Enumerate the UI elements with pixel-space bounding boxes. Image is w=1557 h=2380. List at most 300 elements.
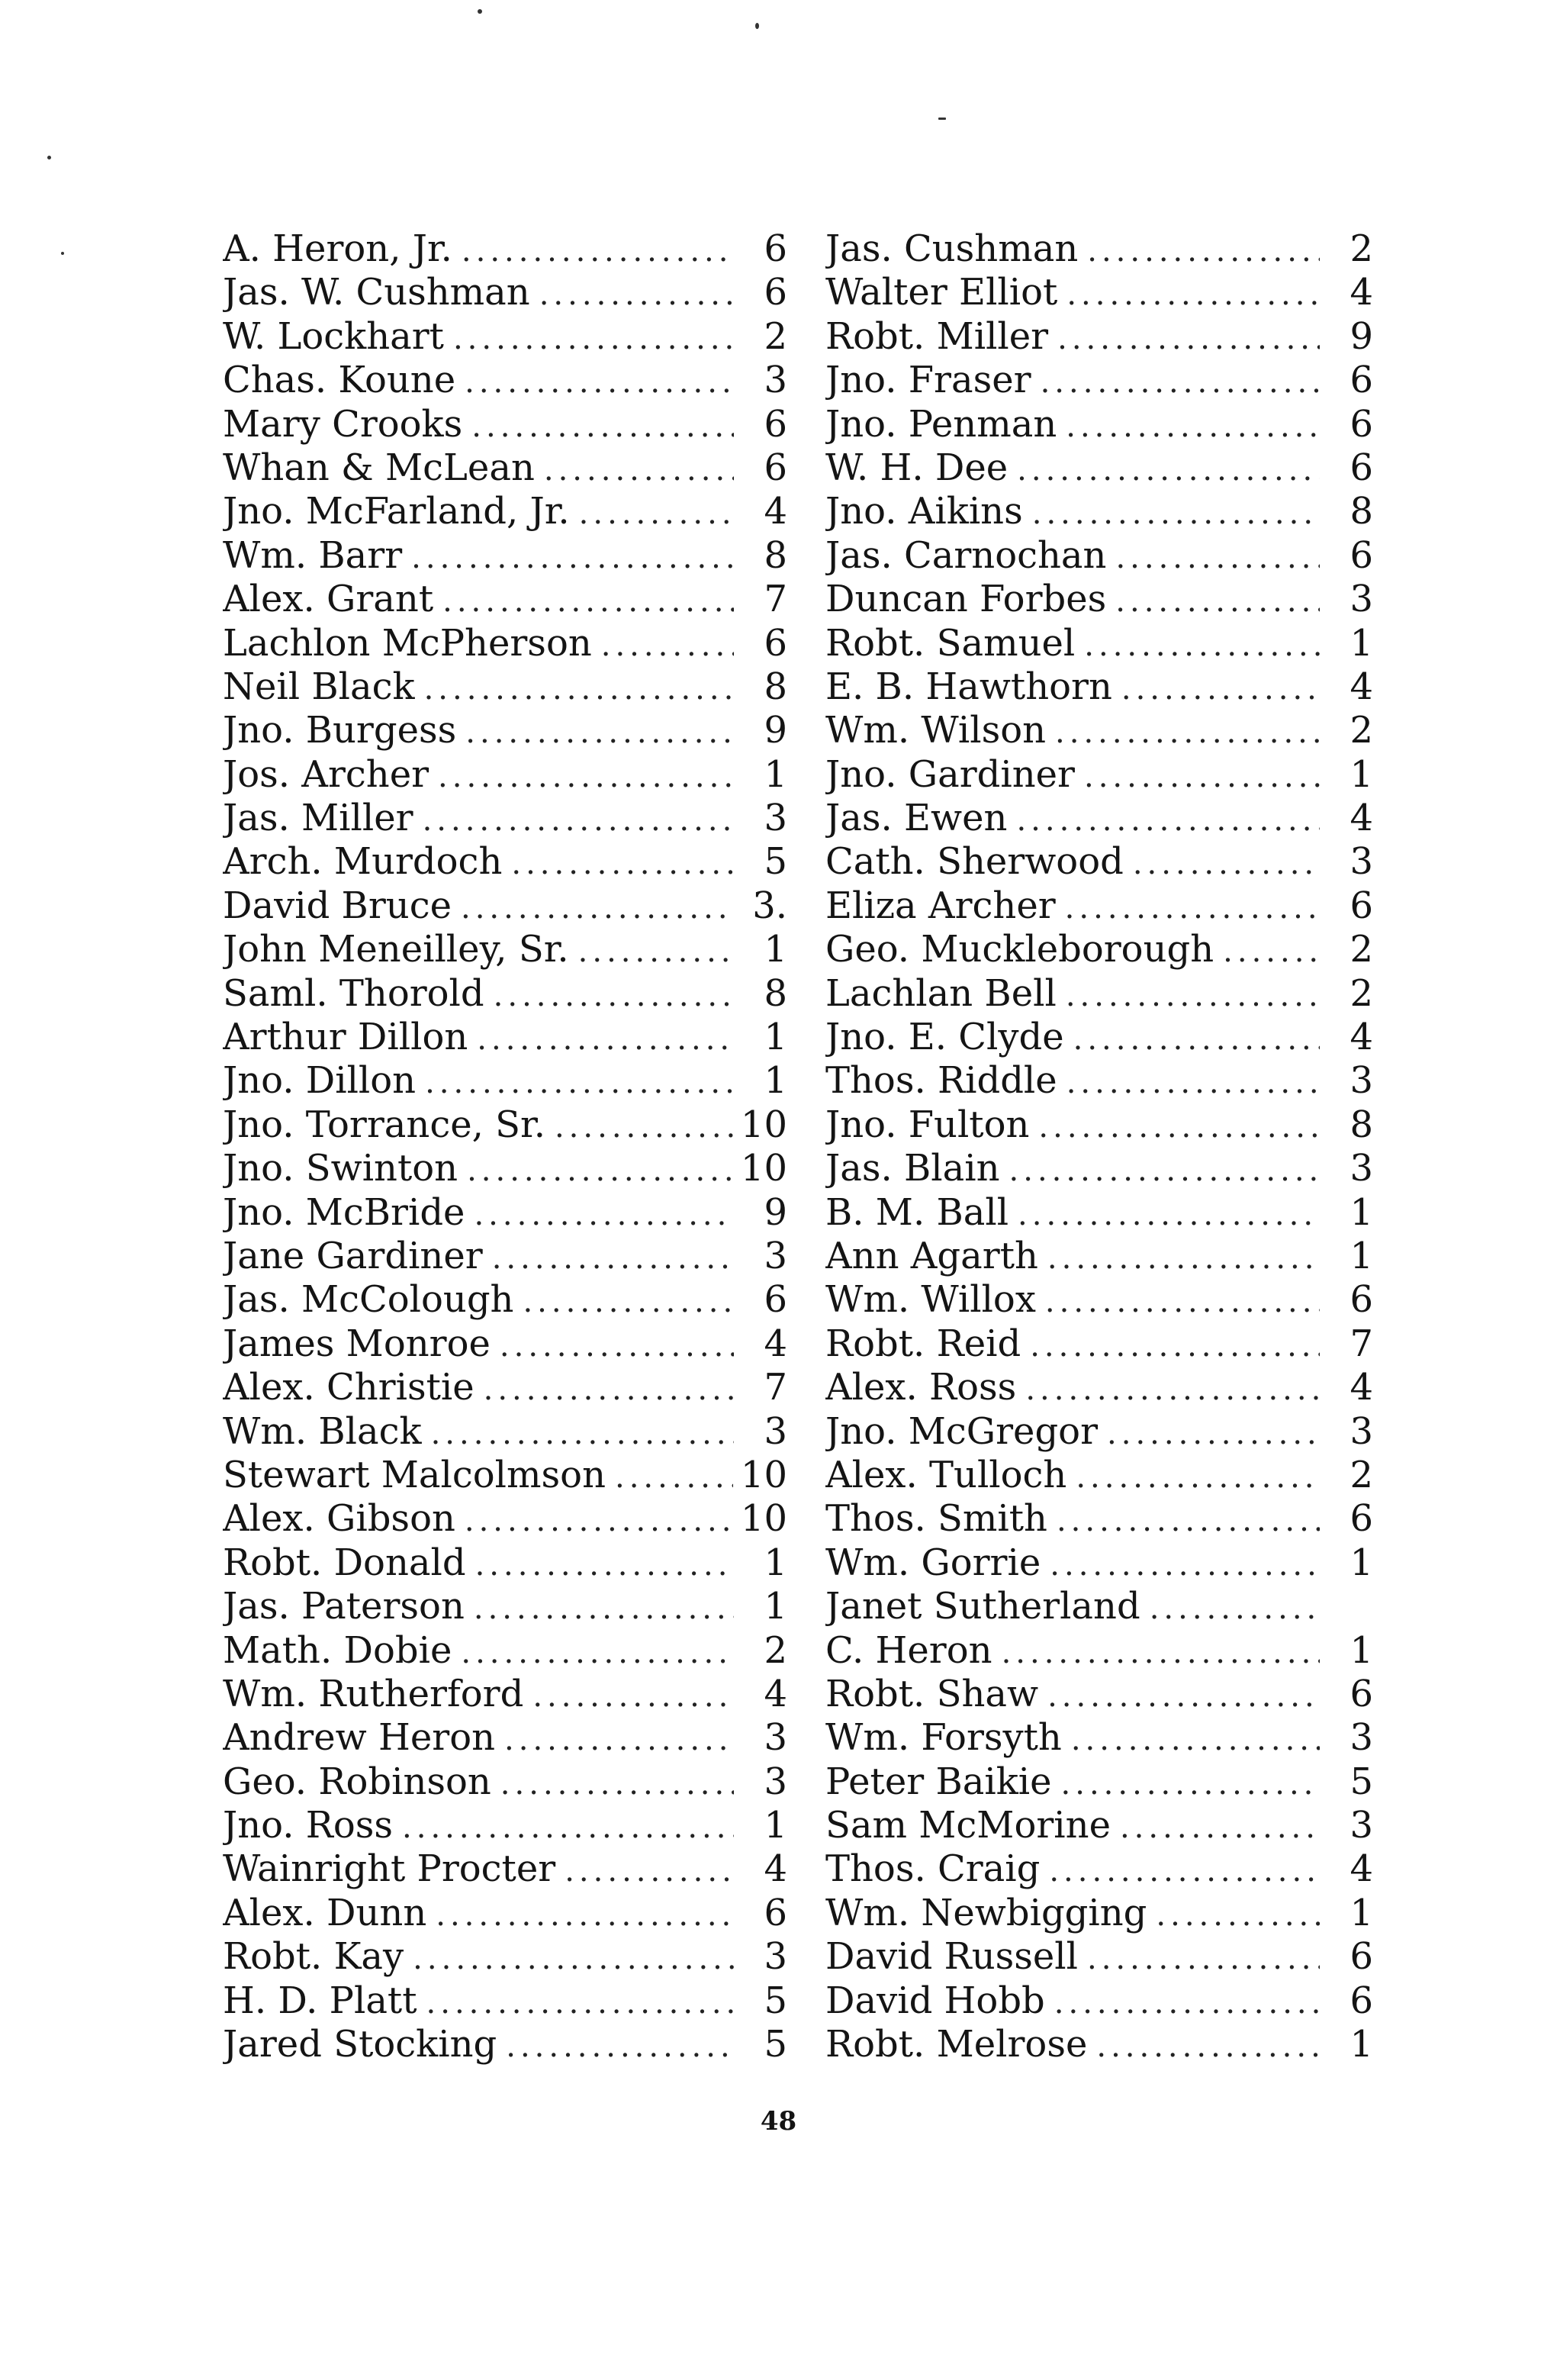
entry-name: Thos. Riddle bbox=[825, 1059, 1057, 1103]
dot-leader bbox=[1047, 1675, 1320, 1716]
list-item bbox=[223, 709, 787, 752]
entry-count: 3. bbox=[752, 884, 787, 927]
dot-leader bbox=[425, 1061, 734, 1103]
list-item bbox=[223, 578, 787, 621]
dot-leader bbox=[474, 1193, 734, 1235]
entry-count: 4 bbox=[764, 490, 787, 533]
entry-name: Eliza Archer bbox=[825, 884, 1056, 927]
list-item bbox=[825, 1410, 1373, 1454]
list-item bbox=[825, 2023, 1373, 2066]
entry-count: 6 bbox=[764, 621, 787, 665]
list-item bbox=[223, 1103, 787, 1147]
list-item bbox=[825, 227, 1373, 271]
list-item bbox=[223, 227, 787, 271]
entry-count: 1 bbox=[1350, 752, 1373, 796]
entry-name: W. H. Dee bbox=[825, 446, 1009, 489]
dot-leader bbox=[555, 1106, 733, 1147]
dot-leader bbox=[1038, 1106, 1320, 1147]
entry-name: Sam McMorine bbox=[825, 1804, 1111, 1847]
dot-leader bbox=[402, 1806, 734, 1847]
entry-count: 3 bbox=[764, 1760, 787, 1803]
entry-name: Lachlon McPherson bbox=[223, 621, 592, 665]
dot-leader bbox=[1045, 1280, 1320, 1322]
entry-name: W. Lockhart bbox=[223, 314, 444, 358]
list-item bbox=[223, 1979, 787, 2023]
entry-count: 1 bbox=[764, 1541, 787, 1584]
dot-leader bbox=[1050, 1544, 1320, 1585]
dot-leader bbox=[453, 317, 734, 359]
entry-count: 6 bbox=[764, 446, 787, 489]
entry-name: A. Heron, Jr. bbox=[223, 227, 452, 270]
entry-count: 6 bbox=[1350, 1935, 1373, 1979]
entry-name: Ann Agarth bbox=[825, 1234, 1038, 1277]
entry-name: Jno. Ross bbox=[223, 1804, 394, 1847]
list-item bbox=[825, 578, 1373, 621]
entry-count: 3 bbox=[1350, 1059, 1373, 1103]
dot-leader bbox=[1061, 1763, 1320, 1804]
dot-leader bbox=[1018, 1193, 1320, 1235]
dot-leader bbox=[1066, 1061, 1320, 1103]
entry-name: Jno. Aikins bbox=[825, 490, 1023, 533]
list-item bbox=[825, 1541, 1373, 1585]
entry-count: 4 bbox=[1350, 1016, 1373, 1059]
entry-name: Wm. Newbigging bbox=[825, 1891, 1147, 1934]
list-item bbox=[223, 665, 787, 709]
list-item bbox=[223, 928, 787, 971]
list-item bbox=[825, 446, 1373, 490]
list-item bbox=[825, 359, 1373, 402]
subscriber-list bbox=[223, 227, 1373, 2112]
dot-leader bbox=[1076, 1456, 1320, 1497]
dot-leader bbox=[431, 1412, 734, 1454]
dot-leader bbox=[1049, 1850, 1320, 1891]
list-item bbox=[825, 1935, 1373, 1979]
entry-name: Jno. McBride bbox=[223, 1190, 465, 1234]
list-item bbox=[223, 1760, 787, 1804]
entry-name: Jno. Torrance, Sr. bbox=[223, 1103, 545, 1146]
entry-count: 8 bbox=[764, 665, 787, 708]
list-item bbox=[825, 271, 1373, 314]
entry-count: 3 bbox=[764, 1716, 787, 1760]
entry-count: 10 bbox=[740, 1147, 787, 1190]
entry-count: 1 bbox=[764, 1059, 787, 1103]
list-item bbox=[825, 1454, 1373, 1497]
dot-leader bbox=[1120, 1806, 1320, 1847]
list-item bbox=[223, 534, 787, 578]
scan-speck bbox=[938, 118, 946, 120]
entry-name: Alex. Ross bbox=[825, 1366, 1017, 1409]
dot-leader bbox=[461, 1631, 734, 1673]
list-item bbox=[825, 753, 1373, 797]
entry-count: 4 bbox=[764, 1322, 787, 1365]
list-item bbox=[825, 1673, 1373, 1716]
entry-name: Wm. Forsyth bbox=[825, 1716, 1062, 1760]
entry-count: 4 bbox=[1350, 1366, 1373, 1409]
list-item bbox=[223, 271, 787, 314]
dot-leader bbox=[438, 755, 734, 797]
list-item bbox=[223, 2023, 787, 2066]
entry-count: 2 bbox=[1350, 227, 1373, 270]
entry-name: Chas. Koune bbox=[223, 359, 456, 402]
entry-count: 3 bbox=[764, 1409, 787, 1453]
dot-leader bbox=[426, 1982, 734, 2023]
dot-leader bbox=[1017, 449, 1320, 490]
list-item bbox=[223, 1016, 787, 1059]
scan-speck bbox=[478, 9, 482, 14]
dot-leader bbox=[1047, 1237, 1320, 1278]
list-item bbox=[825, 1979, 1373, 2023]
entry-count: 6 bbox=[1350, 359, 1373, 402]
entry-name: Jas. Paterson bbox=[223, 1585, 465, 1628]
list-item bbox=[223, 1059, 787, 1103]
list-item bbox=[223, 1410, 787, 1454]
dot-leader bbox=[413, 1937, 734, 1979]
entry-count: 8 bbox=[764, 971, 787, 1015]
dot-leader bbox=[1057, 317, 1320, 359]
entry-name: David Hobb bbox=[825, 1979, 1045, 2022]
entry-count: 2 bbox=[1350, 1453, 1373, 1496]
dot-leader bbox=[467, 1149, 733, 1190]
list-item bbox=[223, 1497, 787, 1541]
entry-name: Wm. Willox bbox=[825, 1278, 1036, 1322]
entry-count: 3 bbox=[764, 1234, 787, 1277]
dot-leader bbox=[492, 1237, 734, 1278]
dot-leader bbox=[1055, 711, 1320, 752]
entry-count: 3 bbox=[764, 797, 787, 840]
entry-count: 6 bbox=[764, 227, 787, 270]
entry-count: 2 bbox=[1350, 971, 1373, 1015]
entry-name: Jas. Miller bbox=[223, 797, 413, 840]
entry-count: 9 bbox=[764, 709, 787, 752]
list-item bbox=[825, 1716, 1373, 1760]
entry-count: 6 bbox=[1350, 1672, 1373, 1715]
list-item bbox=[223, 1847, 787, 1891]
list-item bbox=[825, 1366, 1373, 1409]
entry-name: Cath. Sherwood bbox=[825, 840, 1124, 884]
dot-leader bbox=[1133, 842, 1320, 884]
entry-count: 6 bbox=[1350, 402, 1373, 446]
entry-name: Alex. Dunn bbox=[223, 1891, 427, 1934]
entry-name: Thos. Craig bbox=[825, 1847, 1041, 1891]
dot-leader bbox=[1071, 1718, 1320, 1760]
entry-count: 2 bbox=[1350, 928, 1373, 971]
entry-name: David Russell bbox=[825, 1935, 1078, 1979]
dot-leader bbox=[500, 1763, 734, 1804]
entry-name: Peter Baikie bbox=[825, 1760, 1052, 1803]
entry-count: 3 bbox=[764, 359, 787, 402]
entry-count: 4 bbox=[764, 1672, 787, 1715]
dot-leader bbox=[565, 1850, 734, 1891]
entry-count: 3 bbox=[764, 1935, 787, 1979]
entry-count: 1 bbox=[1350, 621, 1373, 665]
entry-name: Wm. Barr bbox=[223, 533, 403, 577]
entry-count: 9 bbox=[764, 1190, 787, 1234]
list-item bbox=[825, 1497, 1373, 1541]
list-item bbox=[223, 622, 787, 665]
list-item bbox=[825, 1235, 1373, 1278]
dot-leader bbox=[1066, 974, 1320, 1016]
entry-count: 3 bbox=[1350, 1716, 1373, 1760]
dot-leader bbox=[504, 1718, 734, 1760]
dot-leader bbox=[579, 492, 734, 533]
entry-count: 1 bbox=[764, 1804, 787, 1847]
dot-leader bbox=[1025, 1368, 1320, 1409]
entry-count: 3 bbox=[1350, 1409, 1373, 1453]
entry-name: Jno. Dillon bbox=[223, 1059, 417, 1103]
entry-count: 2 bbox=[1350, 709, 1373, 752]
list-item bbox=[223, 840, 787, 884]
list-item bbox=[223, 797, 787, 840]
list-item bbox=[825, 1760, 1373, 1804]
entry-name: Whan & McLean bbox=[223, 446, 535, 489]
list-item bbox=[825, 1629, 1373, 1673]
entry-count: 6 bbox=[1350, 533, 1373, 577]
entry-name: Wainright Procter bbox=[223, 1847, 556, 1891]
entry-name: Jas. McColough bbox=[223, 1278, 514, 1322]
dot-leader bbox=[1121, 668, 1320, 709]
list-item bbox=[825, 665, 1373, 709]
entry-count: 1 bbox=[1350, 1190, 1373, 1234]
list-item bbox=[223, 446, 787, 490]
entry-name: Jno. E. Clyde bbox=[825, 1016, 1064, 1059]
list-item bbox=[825, 315, 1373, 359]
entry-name: Saml. Thorold bbox=[223, 971, 484, 1015]
entry-name: Duncan Forbes bbox=[825, 578, 1107, 621]
entry-name: Jno. Swinton bbox=[223, 1147, 458, 1190]
dot-leader bbox=[423, 799, 734, 840]
list-item bbox=[223, 972, 787, 1016]
entry-count: 4 bbox=[1350, 665, 1373, 708]
dot-leader bbox=[1115, 580, 1320, 621]
list-item bbox=[223, 1585, 787, 1628]
entry-count: 6 bbox=[1350, 1979, 1373, 2022]
entry-name: Alex. Grant bbox=[223, 578, 434, 621]
entry-count: 1 bbox=[764, 752, 787, 796]
entry-count: 6 bbox=[1350, 884, 1373, 927]
entry-name: Jno. Gardiner bbox=[825, 752, 1075, 796]
dot-leader bbox=[474, 1587, 734, 1628]
list-item bbox=[223, 1804, 787, 1847]
entry-name: E. B. Hawthorn bbox=[825, 665, 1112, 708]
list-item bbox=[825, 1847, 1373, 1891]
list-item bbox=[825, 884, 1373, 928]
dot-leader bbox=[1066, 273, 1320, 314]
dot-leader bbox=[461, 887, 734, 928]
entry-name: Math. Dobie bbox=[223, 1628, 452, 1672]
entry-name: Jas. Carnochan bbox=[825, 533, 1107, 577]
entry-name: C. Heron bbox=[825, 1628, 992, 1672]
entry-name: Jno. Fraser bbox=[825, 359, 1031, 402]
entry-name: Alex. Gibson bbox=[223, 1497, 455, 1541]
entry-count: 3 bbox=[1350, 1804, 1373, 1847]
dot-leader bbox=[511, 842, 734, 884]
dot-leader bbox=[539, 273, 734, 314]
entry-count: 3 bbox=[1350, 1147, 1373, 1190]
entry-count: 4 bbox=[1350, 1847, 1373, 1891]
entry-count: 7 bbox=[764, 1366, 787, 1409]
entry-count: 1 bbox=[764, 1016, 787, 1059]
entry-count: 1 bbox=[1350, 1234, 1373, 1277]
dot-leader bbox=[436, 1894, 734, 1935]
entry-count: 1 bbox=[1350, 1891, 1373, 1934]
list-item bbox=[223, 1278, 787, 1322]
dot-leader bbox=[1156, 1894, 1320, 1935]
entry-name: Robt. Donald bbox=[223, 1541, 466, 1584]
entry-name: Wm. Wilson bbox=[825, 709, 1047, 752]
entry-name: Jno. Fulton bbox=[825, 1103, 1030, 1146]
dot-leader bbox=[424, 668, 734, 709]
entry-name: Thos. Smith bbox=[825, 1497, 1047, 1541]
dot-leader bbox=[1084, 755, 1320, 797]
dot-leader bbox=[1041, 361, 1320, 402]
list-item bbox=[825, 1016, 1373, 1059]
entry-name: H. D. Platt bbox=[223, 1979, 417, 2022]
list-item bbox=[825, 1585, 1373, 1628]
scan-speck bbox=[755, 23, 759, 29]
dot-leader bbox=[465, 361, 734, 402]
list-item bbox=[825, 797, 1373, 840]
entry-name: Mary Crooks bbox=[223, 402, 463, 446]
dot-leader bbox=[494, 974, 734, 1016]
list-item bbox=[825, 928, 1373, 971]
list-item bbox=[223, 1322, 787, 1366]
entry-count: 8 bbox=[1350, 490, 1373, 533]
entry-count: 8 bbox=[1350, 1103, 1373, 1146]
dot-leader bbox=[1223, 930, 1320, 971]
right-column bbox=[825, 227, 1373, 2066]
entry-name: Walter Elliot bbox=[825, 271, 1058, 314]
entry-count: 6 bbox=[764, 402, 787, 446]
dot-leader bbox=[523, 1280, 734, 1322]
entry-count: 1 bbox=[1350, 2023, 1373, 2066]
entry-name: Robt. Kay bbox=[223, 1935, 404, 1979]
entry-name: Andrew Heron bbox=[223, 1716, 496, 1760]
entry-name: Robt. Reid bbox=[825, 1322, 1021, 1365]
entry-name: Jno. Burgess bbox=[223, 709, 457, 752]
entry-count: 6 bbox=[1350, 1278, 1373, 1322]
entry-name: Jos. Archer bbox=[223, 752, 429, 796]
entry-name: Jas. Ewen bbox=[825, 797, 1008, 840]
entry-name: Robt. Shaw bbox=[825, 1672, 1039, 1715]
entry-name: B. M. Ball bbox=[825, 1190, 1009, 1234]
list-item bbox=[223, 1147, 787, 1190]
list-item bbox=[825, 1892, 1373, 1935]
dot-leader bbox=[532, 1675, 734, 1716]
dot-leader bbox=[475, 1544, 734, 1585]
entry-count: 5 bbox=[764, 1979, 787, 2022]
entry-name: Jno. Penman bbox=[825, 402, 1057, 446]
scan-speck bbox=[47, 156, 51, 159]
list-item bbox=[825, 1103, 1373, 1147]
list-item bbox=[223, 884, 787, 928]
list-item bbox=[825, 840, 1373, 884]
list-item bbox=[825, 490, 1373, 533]
entry-count: 1 bbox=[1350, 1628, 1373, 1672]
dot-leader bbox=[471, 405, 734, 446]
list-item bbox=[223, 1673, 787, 1716]
entry-name: Stewart Malcolmson bbox=[223, 1453, 606, 1496]
dot-leader bbox=[1150, 1587, 1320, 1628]
dot-leader bbox=[1084, 624, 1320, 665]
entry-count: 7 bbox=[1350, 1322, 1373, 1365]
entry-count: 2 bbox=[764, 1628, 787, 1672]
list-item bbox=[825, 403, 1373, 446]
list-item bbox=[223, 753, 787, 797]
entry-count: 1 bbox=[764, 928, 787, 971]
dot-leader bbox=[1009, 1149, 1320, 1190]
entry-count: 4 bbox=[1350, 271, 1373, 314]
list-item bbox=[223, 490, 787, 533]
dot-leader bbox=[1087, 1937, 1320, 1979]
entry-name: Robt. Miller bbox=[825, 314, 1049, 358]
entry-count: 2 bbox=[764, 314, 787, 358]
dot-leader bbox=[1073, 1018, 1320, 1059]
dot-leader bbox=[500, 1325, 734, 1366]
entry-name: Robt. Melrose bbox=[825, 2023, 1088, 2066]
entry-count: 6 bbox=[764, 271, 787, 314]
dot-leader bbox=[1065, 887, 1320, 928]
dot-leader bbox=[1057, 1499, 1320, 1541]
entry-count: 6 bbox=[764, 1278, 787, 1322]
dot-leader bbox=[465, 711, 734, 752]
page-number: 48 bbox=[760, 2106, 797, 2137]
list-item bbox=[223, 1541, 787, 1585]
entry-count: 4 bbox=[1350, 797, 1373, 840]
list-item bbox=[223, 1892, 787, 1935]
list-item bbox=[223, 1935, 787, 1979]
scan-speck bbox=[61, 252, 64, 255]
list-item bbox=[223, 1366, 787, 1409]
dot-leader bbox=[1016, 799, 1320, 840]
entry-name: Jno. McFarland, Jr. bbox=[223, 490, 570, 533]
dot-leader bbox=[1115, 536, 1320, 578]
entry-count: 5 bbox=[1350, 1760, 1373, 1803]
entry-name: Jared Stocking bbox=[223, 2023, 497, 2066]
entry-count: 10 bbox=[740, 1497, 787, 1541]
entry-name: Geo. Muckleborough bbox=[825, 928, 1214, 971]
entry-name: Wm. Gorrie bbox=[825, 1541, 1041, 1584]
entry-name: Janet Sutherland bbox=[825, 1585, 1140, 1628]
entry-count: 5 bbox=[764, 2023, 787, 2066]
dot-leader bbox=[1054, 1982, 1320, 2023]
dot-leader bbox=[578, 930, 734, 971]
entry-count: 6 bbox=[1350, 1497, 1373, 1541]
dot-leader bbox=[615, 1456, 733, 1497]
entry-count: 9 bbox=[1350, 314, 1373, 358]
list-item bbox=[223, 1235, 787, 1278]
entry-name: Neil Black bbox=[223, 665, 415, 708]
dot-leader bbox=[544, 449, 734, 490]
dot-leader bbox=[601, 624, 734, 665]
list-item bbox=[825, 1191, 1373, 1235]
entry-name: Jas. Blain bbox=[825, 1147, 1000, 1190]
dot-leader bbox=[1066, 405, 1320, 446]
list-item bbox=[223, 1191, 787, 1235]
list-item bbox=[223, 403, 787, 446]
entry-count: 6 bbox=[764, 1891, 787, 1934]
left-column bbox=[223, 227, 787, 2066]
entry-name: Robt. Samuel bbox=[825, 621, 1076, 665]
list-item bbox=[223, 1629, 787, 1673]
list-item bbox=[825, 972, 1373, 1016]
entry-name: Arthur Dillon bbox=[223, 1016, 468, 1059]
list-item bbox=[825, 622, 1373, 665]
list-item bbox=[825, 709, 1373, 752]
entry-name: Jane Gardiner bbox=[223, 1234, 483, 1277]
entry-name: James Monroe bbox=[223, 1322, 491, 1365]
list-item bbox=[825, 1059, 1373, 1103]
entry-count: 6 bbox=[1350, 446, 1373, 489]
